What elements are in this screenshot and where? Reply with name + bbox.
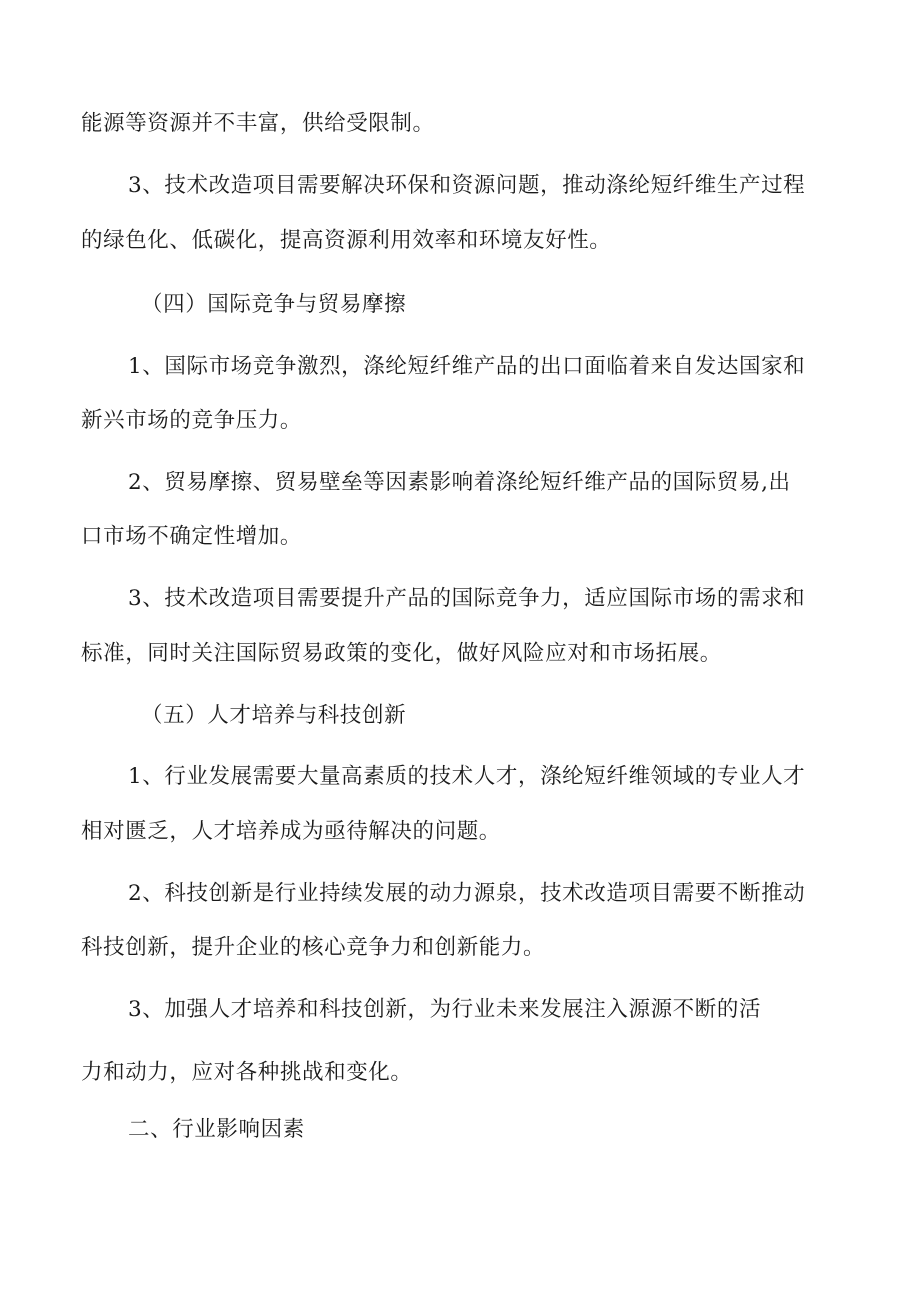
text-line-6: 新兴市场的竞争压力。 [81, 408, 303, 433]
text-line-10: 标准，同时关注国际贸易政策的变化，做好风险应对和市场拓展。 [81, 641, 722, 666]
text-line-8: 口市场不确定性增加。 [81, 524, 303, 549]
text-line-5: 1、国际市场竞争激烈，涤纶短纤维产品的出口面临着来自发达国家和 [128, 354, 806, 379]
section-heading-2: 二、行业影响因素 [128, 1117, 305, 1142]
text-line-2: 3、技术改造项目需要解决环保和资源问题，推动涤纶短纤维生产过程 [128, 173, 806, 198]
section-heading-4: （四）国际竞争与贸易摩擦 [141, 292, 407, 317]
text-line-12: 1、行业发展需要大量高素质的技术人才，涤纶短纤维领域的专业人才 [128, 764, 806, 789]
text-line-14: 2、科技创新是行业持续发展的动力源泉，技术改造项目需要不断推动 [128, 881, 806, 906]
text-line-15: 科技创新，提升企业的核心竞争力和创新能力。 [81, 935, 546, 960]
text-line-1: 能源等资源并不丰富，供给受限制。 [81, 111, 435, 136]
text-line-3: 的绿色化、低碳化，提高资源利用效率和环境友好性。 [81, 228, 612, 253]
text-line-13: 相对匮乏，人才培养成为亟待解决的问题。 [81, 819, 501, 844]
section-heading-5: （五）人才培养与科技创新 [141, 703, 407, 728]
text-line-7: 2、贸易摩擦、贸易壁垒等因素影响着涤纶短纤维产品的国际贸易,出 [128, 470, 791, 495]
text-line-16: 3、加强人才培养和科技创新，为行业未来发展注入源源不断的活 [128, 997, 762, 1022]
text-line-9: 3、技术改造项目需要提升产品的国际竞争力，适应国际市场的需求和 [128, 586, 806, 611]
text-line-17: 力和动力，应对各种挑战和变化。 [81, 1060, 413, 1085]
